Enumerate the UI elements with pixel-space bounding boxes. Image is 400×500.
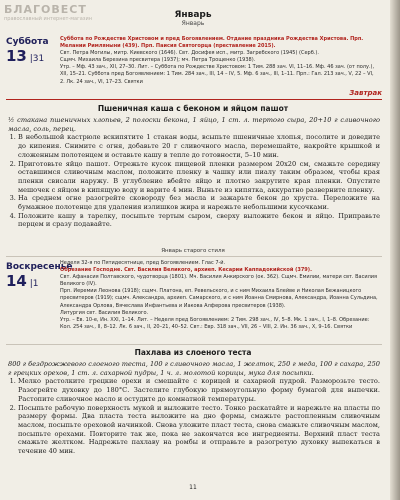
page-number: 11 (189, 484, 197, 491)
saints-line-4: Прп. Иеремии Леонова (1918); сщмч. Платона, еп. Ревельского, и с ним Михаила Блейве и Николая Бежаницкого пресвитеров (1919); сщмч. Александра, архиеп. Самарского, и с ним Иоанна Смирнова, Александра, Иоанна Сульдина, Александра Орлова, Вячеслава Инфантьева и Иакова Алферова пресвитеров (1938). (60, 288, 378, 309)
day-number: 14 |1 (6, 272, 39, 290)
meal-tag: Завтрак (349, 89, 382, 97)
saints-line-5: Литургия свт. Василия Великого. (60, 309, 149, 316)
saints-line-2: Свт. Петра Могилы, митр. Киевского (1646). Свт. Досифея исп., митр. Загребского (1945) (Серб.). (60, 50, 319, 57)
saints-line-3: Сщмч. Михаила Березина пресвитера (1937); мч. Петра Трощенко (1938). (60, 57, 256, 64)
step-2: 2. Приготовьте яйцо пашот. Отрежьте кусок пищевой пленки размером 20х20 см, смажьте середину оставшимся сливочным маслом, положите пленку в чашку или пиалу таким образом, чтобы края пленки свисали наружу. В углубление вбейте яйцо и плотно закрутите края пленки. Опустите мешочек с яйцом в кипящую воду и варите 4 мин. Выньте из кипятка, аккуратно разверните пленку. (18, 160, 380, 195)
saints-line-2: Обрезание Господне. Свт. Василия Великого, архиеп. Кесарии Каппадокийской (379). (60, 267, 312, 274)
day-number-old: 31 (32, 54, 45, 64)
day-name: Суббота (6, 37, 49, 47)
recipe-title-porridge: Пшеничная каша с беконом и яйцом пашот (97, 104, 289, 113)
recipe-body-porridge (8, 116, 380, 229)
page-header (0, 10, 386, 27)
day-name: Воскресенье (6, 262, 73, 272)
book-spine-shadow (390, 0, 400, 500)
saints-line-1: Неделя 32-я по Пятидесятнице, пред Богоявлением. Глас 7-й. (60, 260, 226, 266)
meal-divider (6, 99, 382, 100)
section-divider (6, 256, 382, 257)
day-number-new: 13 (6, 47, 27, 65)
step-2: 2. Посыпьте рабочую поверхность мукой и выложите тесто. Тонко раскатайте и нарежьте на пласты по размеру формы. Два пласта теста выложите на дно формы, смажьте растопленным сливочным маслом, посыпьте ореховой начинкой. Снова уложите пласт теста, снова смажьте сливочным маслом, посыпьте орехами. Повторите так же, пока не закончатся все ингредиенты. Верхний пласт теста смажьте желтком. Надрежьте пахлаву на ромбы и отправьте в разогретую духовку выпекаться в течение 40 мин. (18, 404, 380, 456)
section-divider-2 (6, 344, 382, 345)
saints-list-saturday (60, 36, 378, 86)
step-1: 1. Мелко растолките грецкие орехи и смешайте с корицей и сахарной пудрой. Разморозьте тесто. Разогрейте духовку до 180°С. Застелите глубокую прямоугольную форму бумагой для выпечки. Растопите сливочное масло и остудите до комнатной температуры. (18, 377, 380, 403)
readings-saturday: Утр. – Мф. 43 зач., XII, 27–30. Лит. – Суббота по Рождестве Христовом: 1 Тим. 288 зач. VI, 11–16. Мф. 46 зач. (от полу.), XII, 15–21. Суббота пред Богоявлением: 1 Тим. 284 зач., III, 14 – IV, 5. Мф. 6 зач., III, 1–11. Прп.: Гал. 213 зач., V, 22 – VI, 2. Лк. 24 зач., VI, 17–23. Святки (60, 64, 375, 85)
recipe-body-baklava (8, 360, 380, 456)
saints-line-1: Суббота по Рождестве Христовом и пред Богоявлением. Отдание праздника Рождества Христова. Прп. Мелании Римляныни (439). Прп. Паисия Святогорца (преставление 2015). (60, 36, 364, 50)
day-number-old: 1 (32, 279, 39, 289)
watermark-tagline: православный интернет-магазин (4, 16, 92, 22)
step-3: 3. На среднем огне разогрейте сковороду без масла и зажарьте бекон до хруста. Переложите на бумажное полотенце для удаления излишков жира и нарежьте небольшими кусочками. (18, 194, 380, 211)
day-number-new: 14 (6, 272, 27, 290)
step-1: 1. В небольшой кастрюле вскипятите 1 стакан воды, всыпьте пшеничные хлопья, посолите и доведите до кипения. Снимите с огня, добавьте 20 г сливочного масла, перемешайте, накройте крышкой и сложенным полотенцем и оставьте кашу в тепле до готовности, 5–10 мин. (18, 133, 380, 159)
ingredients-porridge: ½ стакана пшеничных хлопьев, 2 полоски бекона, 1 яйцо, 1 ст. л. тертого сыра, 20+10 г сливочного масла, соль, перец. (8, 116, 380, 133)
day-saturday (6, 37, 56, 65)
readings-sunday: Утр. – Ев. 10-е, Ин. XXI, 1–14. Лит. – Неделя пред Богоявлением: 2 Тим. 298 зач., IV, 5–8. Мк. 1 зач., I, 1–8. Обрезание: Кол. 254 зач., II, 8–12. Лк. 6 зач., II, 20–21, 40–52. Свт.: Евр. 318 зач., VII, 26 – VIII, 2. Ин. 36 зач., X, 9–16. Святки (60, 316, 370, 330)
month-subtitle: Январь (181, 20, 205, 27)
saints-list-sunday (60, 260, 378, 331)
recipe-title-baklava: Пахлава из слоеного теста (134, 348, 252, 357)
ingredients-baklava: 800 г бездрожжевого слоеного теста, 100 г сливочного масла, 1 желток, 250 г меда, 100 г сахара, 250 г грецких орехов, 1 ст. л. сахарной пудры, 1 ч. л. молотой корицы, мука для посыпки. (8, 360, 380, 377)
month-title: Январь (174, 10, 212, 20)
step-4: 4. Положите кашу в тарелку, посыпьте тертым сыром, сверху выложите бекон и яйцо. Приправьте перцем и сразу подавайте. (18, 212, 380, 229)
old-style-label: Январь старого стиля (161, 248, 225, 254)
saints-line-3: Свт. Афанасия Полтавского, чудотворца (1801). Мч. Василия Анкирского (ок. 362). Сщмч. Емилии, матери свт. Василия Великого (IV). (60, 274, 378, 288)
day-number: 13 |31 (6, 47, 45, 65)
watermark-brand: БЛАГОВЕСТ (4, 3, 87, 16)
day-sunday (6, 262, 73, 290)
